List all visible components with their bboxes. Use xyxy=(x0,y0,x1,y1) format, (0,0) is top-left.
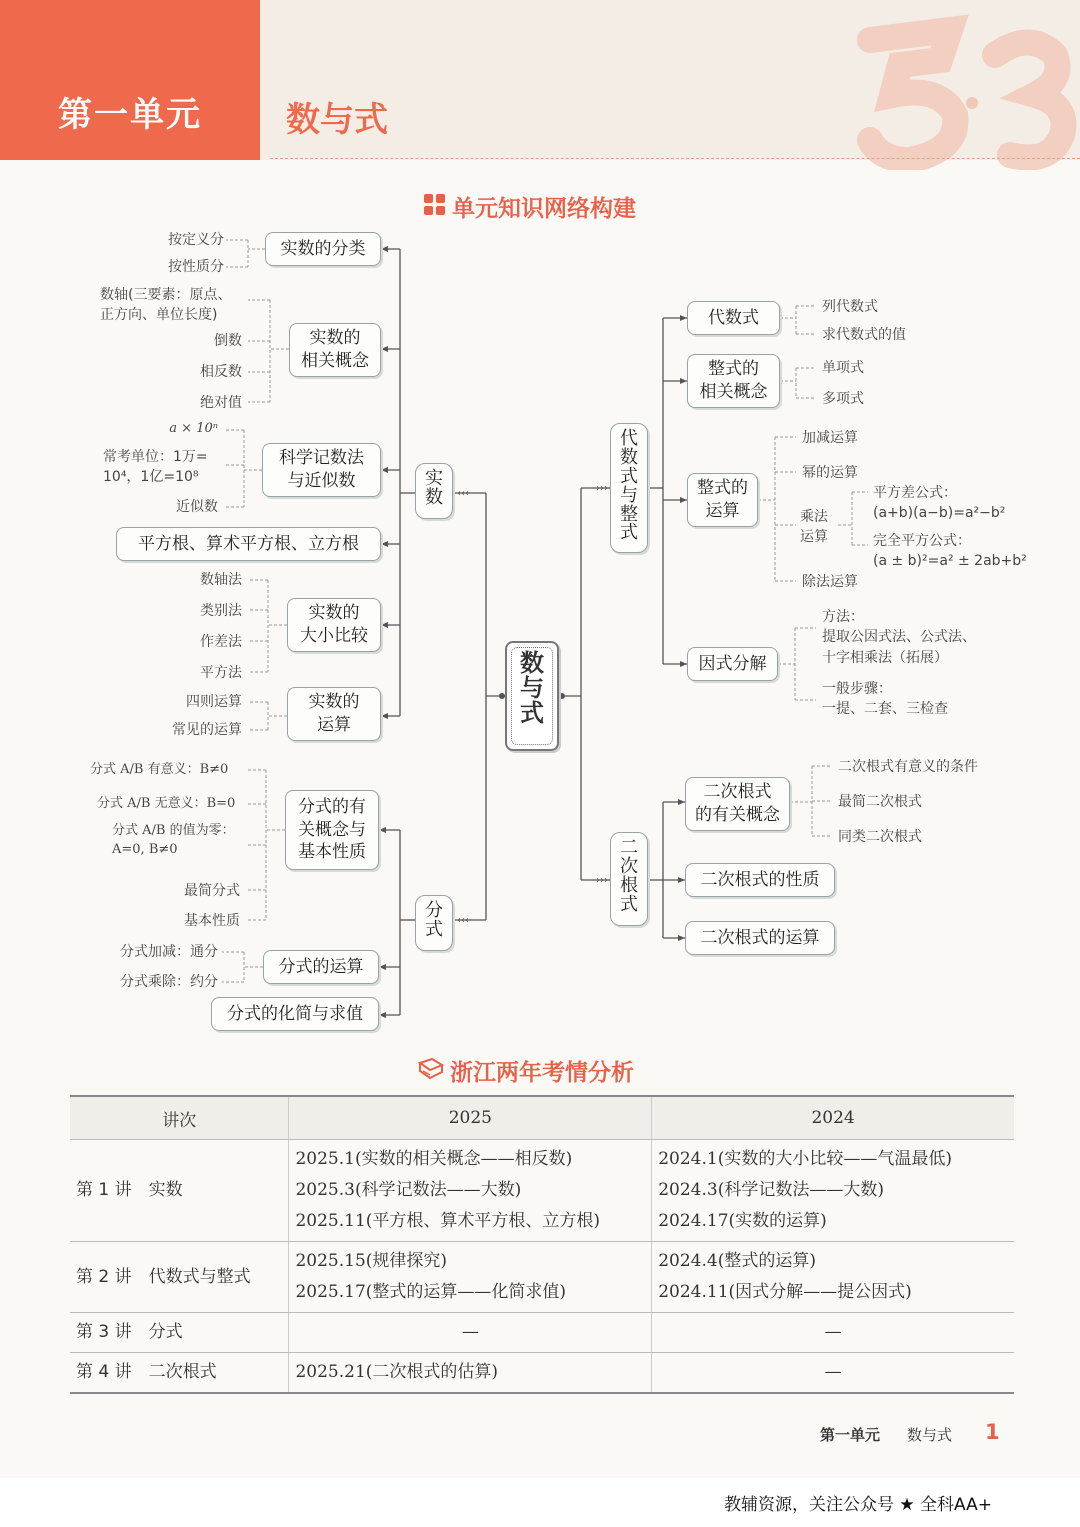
table-cell: 2025.15(规律探究) 2025.17(整式的运算——化简求值) xyxy=(289,1242,652,1313)
leaf-text: 常考单位：1万= 10⁴，1亿=10⁸ xyxy=(103,449,208,486)
node-algebra-expr: 代数式 xyxy=(687,301,780,335)
table-header-lecture: 讲次 xyxy=(70,1096,289,1140)
table-row xyxy=(70,1140,1014,1242)
table-cell: 2024.4(整式的运算) 2024.11(因式分解——提公因式) xyxy=(652,1242,1014,1313)
node-real-ops: 实数的 运算 xyxy=(287,687,381,741)
node-algebra-concepts: 整式的 相关概念 xyxy=(687,354,780,408)
leaf-text: 分式 A/B 有意义：B≠0 xyxy=(90,762,229,777)
node-fraction-simplify: 分式的化简与求值 xyxy=(211,997,379,1031)
leaf-text: 绝对值 xyxy=(200,395,242,411)
table-header-2025: 2025 xyxy=(289,1096,652,1140)
footer-unit: 第一单元 xyxy=(820,1426,881,1444)
leaf-text: 按性质分 xyxy=(168,259,224,275)
svg-text:‹‹‹: ‹‹‹ xyxy=(457,915,469,926)
book-icon xyxy=(418,1057,444,1081)
node-radical-concepts: 二次根式 的有关概念 xyxy=(685,777,790,831)
node-real-scientific: 科学记数法 与近似数 xyxy=(262,443,381,497)
leaf-text: 一般步骤： 一提、二套、三检查 xyxy=(822,681,948,718)
table-cell: — xyxy=(652,1313,1014,1353)
leaf-text: 乘法 运算 xyxy=(800,509,828,546)
node-real-classify: 实数的分类 xyxy=(265,232,381,266)
leaf-text: 类别法 xyxy=(200,603,242,619)
leaf-text: 四则运算 xyxy=(186,694,242,710)
svg-text:›››: ››› xyxy=(596,483,608,494)
table-cell: 2024.1(实数的大小比较——气温最低) 2024.3(科学记数法——大数) 2024.17(实数的运算) xyxy=(652,1140,1014,1242)
leaf-text: 作差法 xyxy=(200,634,242,650)
leaf-text: 相反数 xyxy=(200,364,242,380)
node-real-concepts: 实数的 相关概念 xyxy=(289,323,381,377)
leaf-text: 列代数式 xyxy=(822,299,878,315)
leaf-text: 平方差公式： (a+b)(a−b)=a²−b² xyxy=(873,485,1006,522)
leaf-text: 分式 A/B 的值为零： A=0, B≠0 xyxy=(112,823,235,857)
leaf-text: 完全平方公式： (a ± b)²=a² ± 2ab+b² xyxy=(873,533,1027,570)
watermark-bar xyxy=(0,1478,1080,1527)
leaf-text: 求代数式的值 xyxy=(822,327,906,343)
leaf-text: 数轴(三要素：原点、 正方向、单位长度) xyxy=(100,287,232,324)
leaf-text: 基本性质 xyxy=(184,913,240,929)
node-real-roots: 平方根、算术平方根、立方根 xyxy=(116,527,381,561)
table-cell: 2025.21(二次根式的估算) xyxy=(289,1353,652,1394)
page-number: 1 xyxy=(985,1420,1000,1444)
table-row xyxy=(70,1313,1014,1353)
leaf-text: 按定义分 xyxy=(168,232,224,248)
svg-text:‹‹‹: ‹‹‹ xyxy=(457,488,469,499)
leaf-text: 加减运算 xyxy=(802,430,858,446)
branch-real-numbers: 实 数 xyxy=(415,463,453,519)
leaf-text: 最简二次根式 xyxy=(838,794,922,810)
table-cell: 第 1 讲 实数 xyxy=(70,1140,289,1242)
table-cell: 第 2 讲 代数式与整式 xyxy=(70,1242,289,1313)
watermark-text: 教辅资源，关注公众号 ★ 全科AA+ xyxy=(724,1495,993,1515)
leaf-text: 幂的运算 xyxy=(802,465,858,481)
node-radical-props: 二次根式的性质 xyxy=(685,863,835,897)
branch-algebra: 代 数 式 与 整 式 xyxy=(610,423,648,553)
table-cell: 2025.1(实数的相关概念——相反数) 2025.3(科学记数法——大数) 2025.11(平方根、算术平方根、立方根) xyxy=(289,1140,652,1242)
leaf-text: 倒数 xyxy=(214,333,242,349)
table-cell: — xyxy=(652,1353,1014,1394)
unit-label: 第一单元 xyxy=(0,0,260,160)
leaf-text: 除法运算 xyxy=(802,574,858,590)
table-cell: — xyxy=(289,1313,652,1353)
node-real-compare: 实数的 大小比较 xyxy=(287,598,381,652)
svg-text:›››: ››› xyxy=(596,875,608,886)
leaf-text: 单项式 xyxy=(822,360,864,376)
leaf-text: 最简分式 xyxy=(184,883,240,899)
leaf-text: 常见的运算 xyxy=(172,722,242,738)
leaf-text: 同类二次根式 xyxy=(838,829,922,845)
mindmap-center: 数 与 式 xyxy=(505,641,559,751)
unit-topic: 数与式 xyxy=(286,100,388,140)
exam-table xyxy=(70,1095,1014,1394)
section-title-knowledge: 单元知识网络构建 xyxy=(452,196,636,222)
section-title-exam: 浙江两年考情分析 xyxy=(450,1060,634,1086)
table-row xyxy=(70,1242,1014,1313)
leaf-text: a × 10ⁿ xyxy=(169,421,218,436)
leaf-text: 分式乘除：约分 xyxy=(120,974,218,990)
leaf-text: 分式 A/B 无意义：B=0 xyxy=(97,796,236,811)
leaf-text: 方法： 提取公因式法、公式法、 十字相乘法（拓展） xyxy=(822,609,976,666)
node-algebra-ops: 整式的 运算 xyxy=(687,473,758,527)
node-fraction-ops: 分式的运算 xyxy=(263,950,379,984)
node-radical-ops: 二次根式的运算 xyxy=(685,921,835,955)
branch-radicals: 二 次 根 式 xyxy=(610,832,648,926)
table-cell: 第 3 讲 分式 xyxy=(70,1313,289,1353)
leaf-text: 多项式 xyxy=(822,391,864,407)
footer-topic: 数与式 xyxy=(907,1426,953,1444)
table-cell: 第 4 讲 二次根式 xyxy=(70,1353,289,1394)
node-fraction-concepts: 分式的有 关概念与 基本性质 xyxy=(285,790,379,870)
leaf-text: 分式加减：通分 xyxy=(120,944,218,960)
leaf-text: 数轴法 xyxy=(200,572,242,588)
node-algebra-factor: 因式分解 xyxy=(687,647,778,681)
table-header-2024: 2024 xyxy=(652,1096,1014,1140)
branch-fractions: 分 式 xyxy=(415,895,453,951)
leaf-text: 二次根式有意义的条件 xyxy=(838,759,978,775)
leaf-text: 平方法 xyxy=(200,665,242,681)
leaf-text: 近似数 xyxy=(176,499,218,515)
table-row xyxy=(70,1353,1014,1394)
